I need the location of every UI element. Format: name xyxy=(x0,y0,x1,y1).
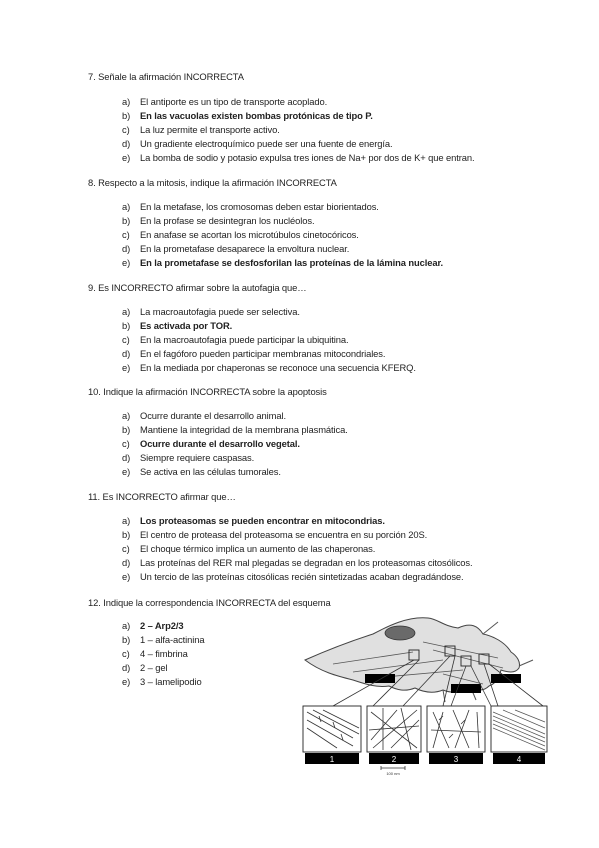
option-b xyxy=(122,214,443,228)
option-d xyxy=(122,661,205,675)
option-letter: b) xyxy=(122,529,131,540)
option-a xyxy=(122,95,475,109)
option-b xyxy=(122,633,205,647)
option-text: En las vacuolas existen bombas protónicas de tipo P. xyxy=(140,110,373,121)
option-letter: d) xyxy=(122,243,131,254)
option-letter: e) xyxy=(122,257,131,268)
option-letter: e) xyxy=(122,571,131,582)
option-text: En el fagóforo pueden participar membranas mitocondriales. xyxy=(140,348,386,359)
option-c xyxy=(122,228,443,242)
option-text: 3 – lamelipodio xyxy=(140,676,202,687)
nucleus xyxy=(385,626,415,640)
option-letter: b) xyxy=(122,215,131,226)
option-text: En la macroautofagia puede participar la ubiquitina. xyxy=(140,334,349,345)
option-text: En la prometafase desaparece la envoltura nuclear. xyxy=(140,243,350,254)
question-prompt: 11. Es INCORRECTO afirmar que… xyxy=(88,491,236,502)
option-letter: a) xyxy=(122,410,131,421)
option-text: Siempre requiere caspasas. xyxy=(140,452,255,463)
option-letter: e) xyxy=(122,676,131,687)
option-c xyxy=(122,647,205,661)
option-text: Un gradiente electroquímico puede ser una fuente de energía. xyxy=(140,138,393,149)
option-letter: b) xyxy=(122,424,131,435)
option-text: En anafase se acortan los microtúbulos cinetocóricos. xyxy=(140,229,359,240)
option-e xyxy=(122,570,473,584)
options-list xyxy=(122,200,443,270)
option-a xyxy=(122,619,205,633)
option-text: En la mediada por chaperonas se reconoce una secuencia KFERQ. xyxy=(140,362,416,373)
options-list xyxy=(122,95,475,165)
scale-label: 100 nm xyxy=(386,771,400,776)
option-letter: d) xyxy=(122,662,131,673)
option-letter: d) xyxy=(122,557,131,568)
option-b xyxy=(122,319,416,333)
option-letter: a) xyxy=(122,515,131,526)
option-a xyxy=(122,409,348,423)
option-text: Se activa en las células tumorales. xyxy=(140,466,281,477)
option-letter: b) xyxy=(122,320,131,331)
option-letter: c) xyxy=(122,229,130,240)
option-letter: e) xyxy=(122,362,131,373)
callout-label xyxy=(451,684,481,693)
panel-label-2: 2 xyxy=(391,755,397,764)
option-text: Mantiene la integridad de la membrana plasmática. xyxy=(140,424,348,435)
options-list xyxy=(122,514,473,584)
panel-label-4: 4 xyxy=(516,755,522,764)
option-text: 2 – Arp2/3 xyxy=(140,620,184,631)
question-prompt: 7. Señale la afirmación INCORRECTA xyxy=(88,71,244,82)
panel-2 xyxy=(367,706,421,764)
option-text: Es activada por TOR. xyxy=(140,320,233,331)
option-d xyxy=(122,137,475,151)
option-letter: e) xyxy=(122,466,131,477)
option-text: La luz permite el transporte activo. xyxy=(140,124,280,135)
option-letter: e) xyxy=(122,152,131,163)
option-a xyxy=(122,305,416,319)
option-d xyxy=(122,556,473,570)
option-letter: c) xyxy=(122,124,130,135)
option-d xyxy=(122,347,416,361)
panel-4 xyxy=(491,706,547,764)
option-b xyxy=(122,423,348,437)
option-text: Las proteínas del RER mal plegadas se degradan en los proteasomas citosólicos. xyxy=(140,557,473,568)
panel-label-3: 3 xyxy=(453,755,459,764)
options-list xyxy=(122,305,416,375)
option-text: En la metafase, los cromosomas deben estar biorientados. xyxy=(140,201,379,212)
option-d xyxy=(122,451,348,465)
callout-label xyxy=(365,674,395,683)
option-letter: d) xyxy=(122,348,131,359)
option-text: Ocurre durante el desarrollo animal. xyxy=(140,410,286,421)
option-text: Un tercio de las proteínas citosólicas recién sintetizadas acaban degradándose. xyxy=(140,571,464,582)
option-text: Ocurre durante el desarrollo vegetal. xyxy=(140,438,300,449)
question-prompt: 9. Es INCORRECTO afirmar sobre la autofagia que… xyxy=(88,282,307,293)
option-e xyxy=(122,361,416,375)
option-text: El centro de proteasa del proteasoma se encuentra en su porción 20S. xyxy=(140,529,428,540)
option-letter: c) xyxy=(122,543,130,554)
options-list xyxy=(122,619,205,689)
option-letter: c) xyxy=(122,438,130,449)
option-letter: d) xyxy=(122,138,131,149)
option-letter: a) xyxy=(122,96,131,107)
option-a xyxy=(122,200,443,214)
option-e xyxy=(122,151,475,165)
question-prompt: 12. Indique la correspondencia INCORRECTA del esquema xyxy=(88,597,331,608)
option-b xyxy=(122,528,473,542)
actin-diagram-svg xyxy=(293,612,551,778)
option-text: 2 – gel xyxy=(140,662,168,673)
option-b xyxy=(122,109,475,123)
option-letter: b) xyxy=(122,634,131,645)
option-letter: b) xyxy=(122,110,131,121)
option-e xyxy=(122,465,348,479)
option-letter: c) xyxy=(122,648,130,659)
actin-diagram xyxy=(293,612,551,778)
option-letter: a) xyxy=(122,620,131,631)
option-e xyxy=(122,675,205,689)
option-c xyxy=(122,437,348,451)
option-text: En la profase se desintegran los nucléolos. xyxy=(140,215,315,226)
option-letter: c) xyxy=(122,334,130,345)
panel-3 xyxy=(427,706,485,764)
panel-1 xyxy=(303,706,361,764)
option-text: La bomba de sodio y potasio expulsa tres iones de Na+ por dos de K+ que entran. xyxy=(140,152,475,163)
option-d xyxy=(122,242,443,256)
option-text: La macroautofagia puede ser selectiva. xyxy=(140,306,300,317)
options-list xyxy=(122,409,348,479)
option-letter: d) xyxy=(122,452,131,463)
option-a xyxy=(122,514,473,528)
option-text: 1 – alfa-actinina xyxy=(140,634,205,645)
option-c xyxy=(122,542,473,556)
option-text: El choque térmico implica un aumento de las chaperonas. xyxy=(140,543,376,554)
question-prompt: 8. Respecto a la mitosis, indique la afirmación INCORRECTA xyxy=(88,177,337,188)
option-text: En la prometafase se desfosforilan las proteínas de la lámina nuclear. xyxy=(140,257,444,268)
option-c xyxy=(122,123,475,137)
option-letter: a) xyxy=(122,201,131,212)
question-prompt: 10. Indique la afirmación INCORRECTA sobre la apoptosis xyxy=(88,386,327,397)
option-c xyxy=(122,333,416,347)
option-text: Los proteasomas se pueden encontrar en mitocondrias. xyxy=(140,515,385,526)
panel-label-1: 1 xyxy=(329,755,335,764)
option-letter: a) xyxy=(122,306,131,317)
option-e xyxy=(122,256,443,270)
option-text: El antiporte es un tipo de transporte acoplado. xyxy=(140,96,328,107)
scale-bar xyxy=(381,766,405,776)
callout-label xyxy=(491,674,521,683)
option-text: 4 – fimbrina xyxy=(140,648,188,659)
